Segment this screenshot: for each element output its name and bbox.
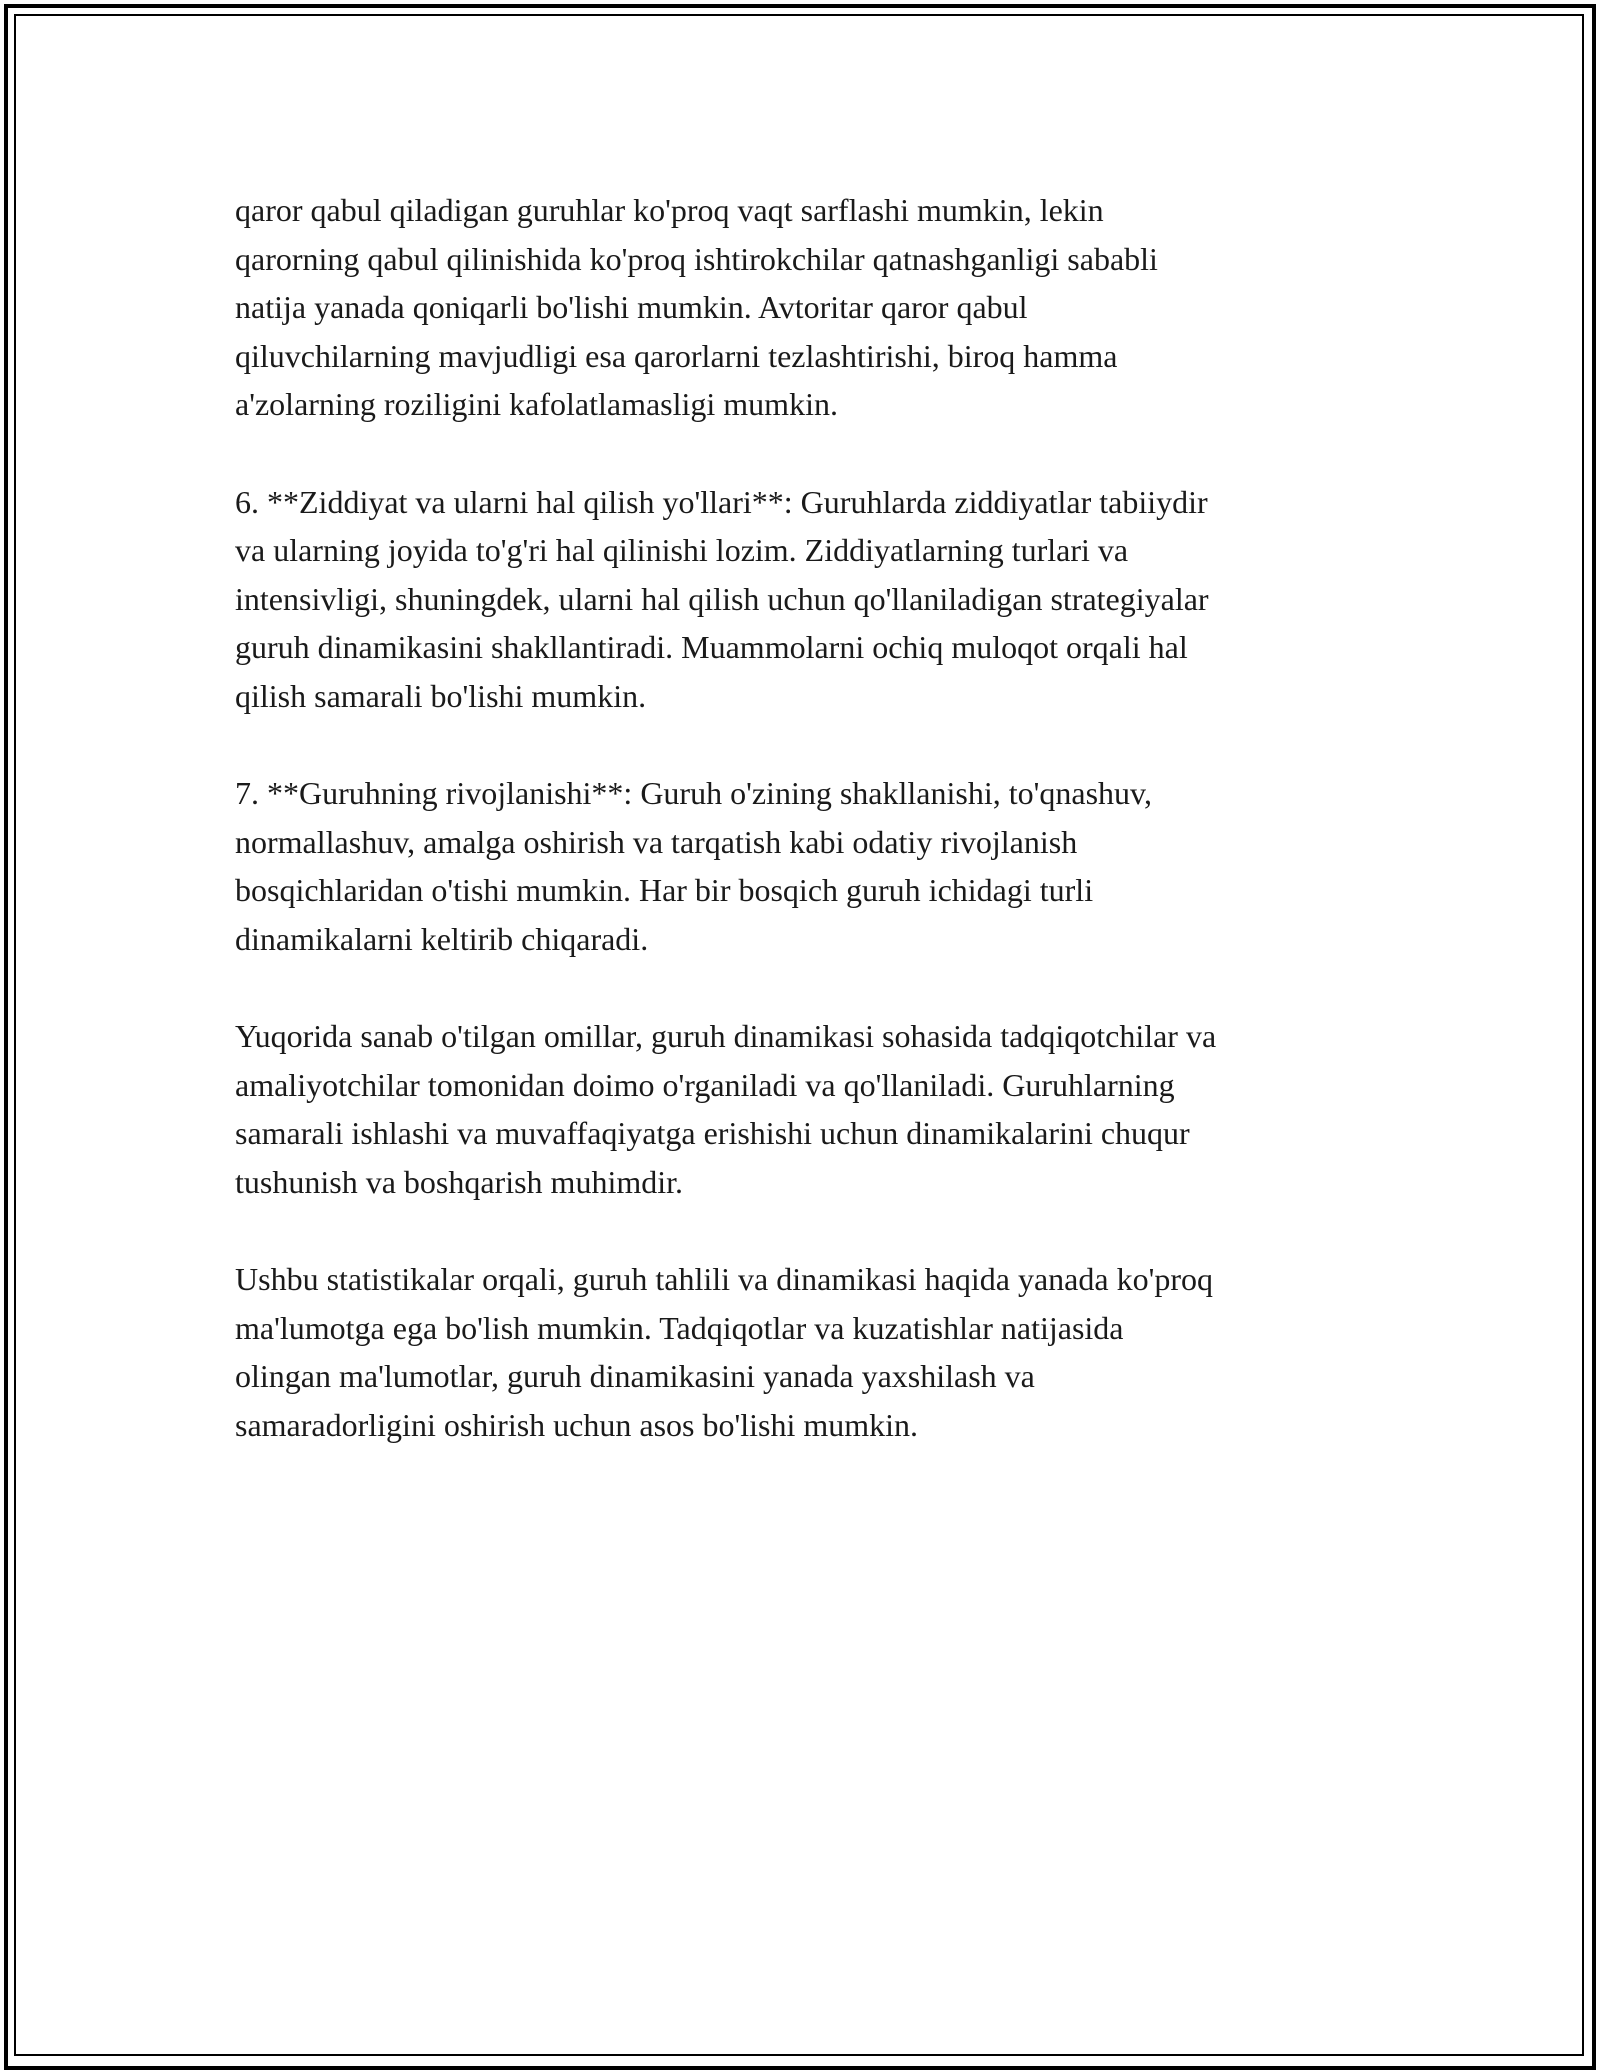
text-line: qarorning qabul qilinishida ko'proq ishtirokchilar qatnashganligi sababli bbox=[235, 240, 1158, 277]
text-line: amaliyotchilar tomonidan doimo o'rganiladi va qo'llaniladi. Guruhlarning bbox=[235, 1066, 1175, 1103]
text-line: normallashuv, amalga oshirish va tarqatish kabi odatiy rivojlanish bbox=[235, 823, 1078, 860]
paragraph-decision-making bbox=[235, 186, 1395, 429]
text-line: samarali ishlashi va muvaffaqiyatga erishishi uchun dinamikalarini chuqur bbox=[235, 1115, 1190, 1152]
paragraph-group-development bbox=[235, 769, 1395, 963]
text-line: qiluvchilarning mavjudligi esa qarorlarni tezlashtirishi, biroq hamma bbox=[235, 337, 1118, 374]
text-line: Ushbu statistikalar orqali, guruh tahlili va dinamikasi haqida yanada ko'proq bbox=[235, 1261, 1213, 1298]
text-line: a'zolarning roziligini kafolatlamasligi mumkin. bbox=[235, 386, 838, 423]
text-line: Yuqorida sanab o'tilgan omillar, guruh dinamikasi sohasida tadqiqotchilar va bbox=[235, 1018, 1217, 1055]
text-line: intensivligi, shuningdek, ularni hal qilish uchun qo'llaniladigan strategiyalar bbox=[235, 580, 1209, 617]
text-line: qaror qabul qiladigan guruhlar ko'proq vaqt sarflashi mumkin, lekin bbox=[235, 192, 1104, 228]
text-line: ma'lumotga ega bo'lish mumkin. Tadqiqotlar va kuzatishlar natijasida bbox=[235, 1309, 1124, 1346]
text-line: guruh dinamikasini shakllantiradi. Muammolarni ochiq muloqot orqali hal bbox=[235, 629, 1188, 666]
text-line: tushunish va boshqarish muhimdir. bbox=[235, 1163, 683, 1200]
text-line: samaradorligini oshirish uchun asos bo'lishi mumkin. bbox=[235, 1406, 919, 1443]
paragraph-summary bbox=[235, 1012, 1395, 1206]
paragraph-conflict-resolution bbox=[235, 478, 1395, 721]
text-line: 6. **Ziddiyat va ularni hal qilish yo'llari**: Guruhlarda ziddiyatlar tabiiydir bbox=[235, 483, 1208, 520]
text-line: dinamikalarni keltirib chiqaradi. bbox=[235, 920, 649, 957]
text-line: natija yanada qoniqarli bo'lishi mumkin. Avtoritar qaror qabul bbox=[235, 289, 1028, 326]
text-line: olingan ma'lumotlar, guruh dinamikasini yanada yaxshilash va bbox=[235, 1358, 1035, 1395]
text-line: va ularning joyida to'g'ri hal qilinishi lozim. Ziddiyatlarning turlari va bbox=[235, 532, 1129, 569]
text-line: qilish samarali bo'lishi mumkin. bbox=[235, 677, 647, 714]
text-line: 7. **Guruhning rivojlanishi**: Guruh o'zining shakllanishi, to'qnashuv, bbox=[235, 775, 1152, 812]
document-body bbox=[235, 186, 1395, 1498]
paragraph-conclusion bbox=[235, 1255, 1395, 1449]
text-line: bosqichlaridan o'tishi mumkin. Har bir bosqich guruh ichidagi turli bbox=[235, 872, 1094, 909]
